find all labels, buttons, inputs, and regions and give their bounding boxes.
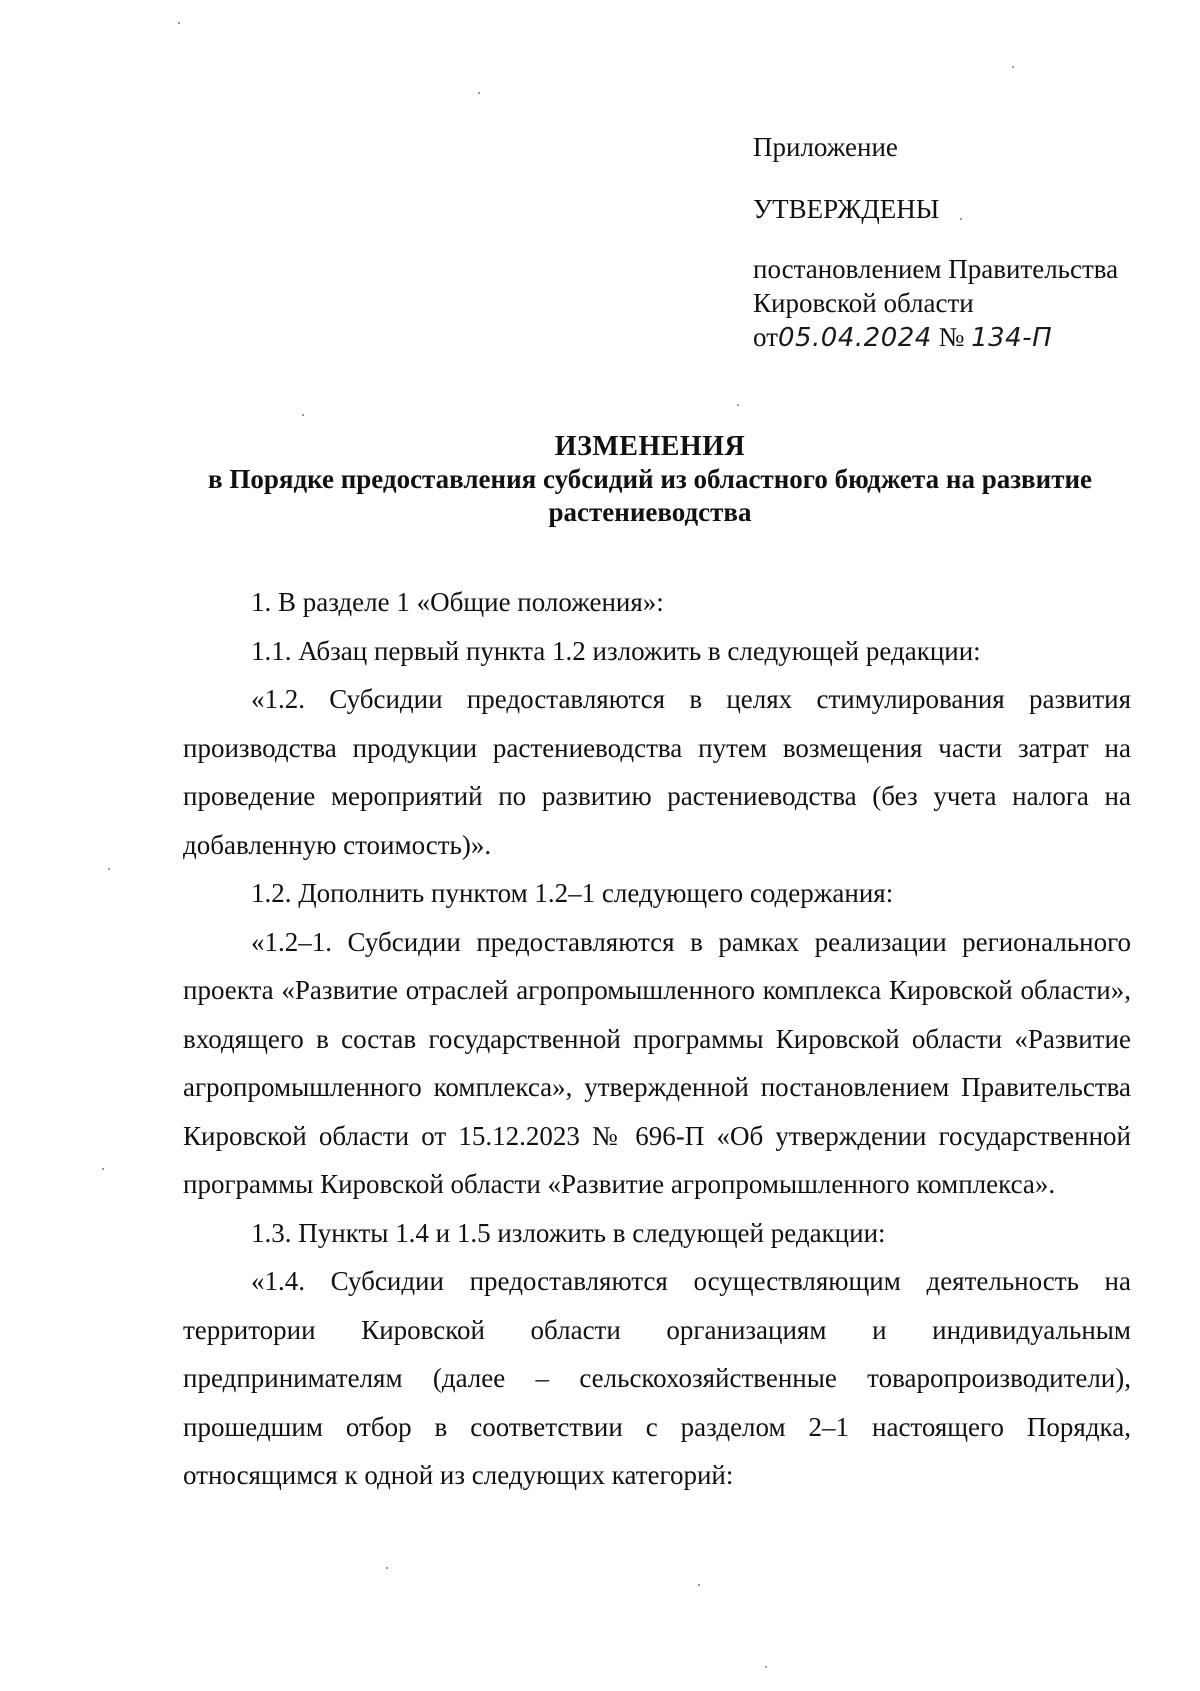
from-label: от: [753, 322, 778, 352]
scan-speck: [737, 404, 739, 406]
paragraph-1-3: 1.3. Пункты 1.4 и 1.5 изложить в следующей редакции:: [251, 1217, 886, 1248]
scan-speck: [478, 92, 480, 94]
paragraph-section-1: 1. В разделе 1 «Общие положения»:: [251, 587, 664, 617]
scan-speck: [960, 218, 962, 220]
resolution-date-line: [753, 320, 1173, 355]
resolution-line-1: постановлением Правительства: [753, 254, 1119, 284]
appendix-label: Приложение: [753, 132, 898, 162]
document-body: [183, 578, 1131, 1500]
title-main: ИЗМЕНЕНИЯ: [554, 431, 746, 462]
title-subtitle: в Порядке предоставления субсидий из областного бюджета на развитие растениеводства: [207, 464, 1092, 527]
handwritten-number: 134-П: [971, 323, 1053, 353]
scan-speck: [386, 1567, 388, 1569]
scan-speck: [302, 414, 304, 416]
scan-speck: [765, 1666, 767, 1668]
paragraph-1-2-text: «1.2. Субсидии предоставляются в целях стимулирования развития производства продукции растениеводства путем возмещения части затрат на проведение мероприятий по развитию растениеводства (без учета налога на добавленную стоимость)».: [183, 684, 1131, 860]
paragraph-1-2-1-text: «1.2–1. Субсидии предоставляются в рамках реализации регионального проекта «Развитие отраслей агропромышленного комплекса Кировской области», входящего в состав государственной программы Кировской области «Развитие агропромышленного комплекса», утвержденной постановлением Правительства Кировской области от 15.12.2023 № 696-П «Об утверждении государственной программы Кировской области «Развитие агропромышленного комплекса».: [183, 926, 1131, 1199]
approved-label: УТВЕРЖДЕНЫ: [753, 194, 940, 224]
scan-speck: [178, 22, 180, 24]
paragraph-1-1: 1.1. Абзац первый пункта 1.2 изложить в следующей редакции:: [251, 635, 981, 666]
paragraph-1-4-text: «1.4. Субсидии предоставляются осуществляющим деятельность на территории Кировской области организациям и индивидуальным предпринимателям (далее – сельскохозяйственные товаропроизводители), прошедшим отбор в соответствии с разделом 2–1 настоящего Порядка, относящимся к одной из следующих категорий:: [183, 1266, 1131, 1490]
scan-speck: [1012, 66, 1014, 68]
scan-speck: [102, 1168, 104, 1170]
scan-speck: [698, 1584, 700, 1586]
number-label: №: [938, 322, 965, 352]
paragraph-1-2: 1.2. Дополнить пунктом 1.2–1 следующего содержания:: [251, 878, 894, 908]
scan-speck: [108, 868, 110, 870]
resolution-line-2: Кировской области: [753, 288, 974, 318]
approval-block: [753, 130, 1173, 355]
document-title: [160, 430, 1140, 529]
handwritten-date: 05.04.2024: [777, 323, 932, 353]
